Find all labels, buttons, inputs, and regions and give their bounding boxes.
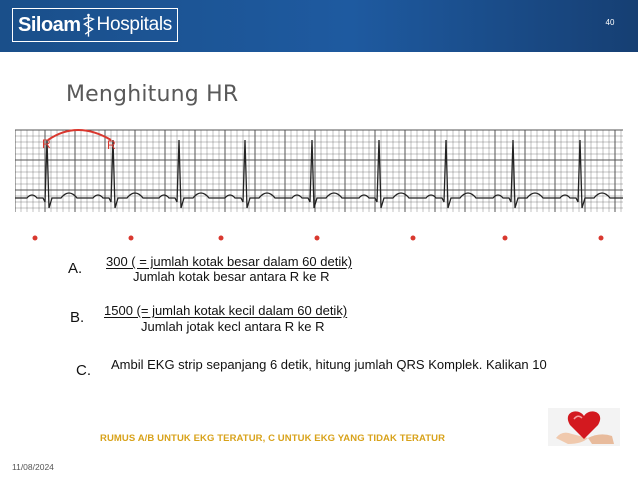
heart-hands-icon	[548, 408, 620, 446]
r-label-1: R	[42, 137, 51, 151]
r-marker-dot	[599, 236, 604, 241]
r-marker-dot	[503, 236, 508, 241]
r-marker-dot	[129, 236, 134, 241]
ecg-strip-image	[15, 128, 623, 242]
formula-c-letter: C.	[76, 362, 91, 379]
formula-a-letter: A.	[68, 260, 83, 277]
r-label-2: R	[107, 138, 116, 152]
formula-a-numerator: 300 ( = jumlah kotak besar dalam 60 detik)	[106, 254, 353, 269]
formula-a-denominator: Jumlah kotak besar antara R ke R	[133, 269, 330, 284]
slide-title: Menghitung HR	[66, 82, 239, 107]
page-number: 40	[605, 18, 615, 27]
logo-word-2: Hospitals	[96, 14, 172, 35]
formula-b-denominator: Jumlah jotak kecl antara R ke R	[141, 319, 325, 334]
r-marker-dot	[315, 236, 320, 241]
siloam-logo	[12, 8, 178, 42]
caduceus-icon	[81, 10, 96, 40]
r-marker-dot	[411, 236, 416, 241]
footer-note: RUMUS A/B UNTUK EKG TERATUR, C UNTUK EKG YANG TIDAK TERATUR	[100, 433, 446, 444]
formula-b-numerator: 1500 (= jumlah kotak kecil dalam 60 detik)	[104, 303, 348, 318]
header-bar	[0, 0, 638, 52]
r-markers	[33, 236, 604, 241]
formula-b-letter: B.	[70, 309, 85, 326]
slide-date: 11/08/2024	[12, 462, 54, 472]
logo-word: Siloam	[18, 13, 81, 36]
formula-c-text: Ambil EKG strip sepanjang 6 detik, hitung jumlah QRS Komplek. Kalikan 10	[111, 357, 547, 372]
r-marker-dot	[33, 236, 38, 241]
rr-arc	[48, 130, 111, 140]
r-marker-dot	[219, 236, 224, 241]
